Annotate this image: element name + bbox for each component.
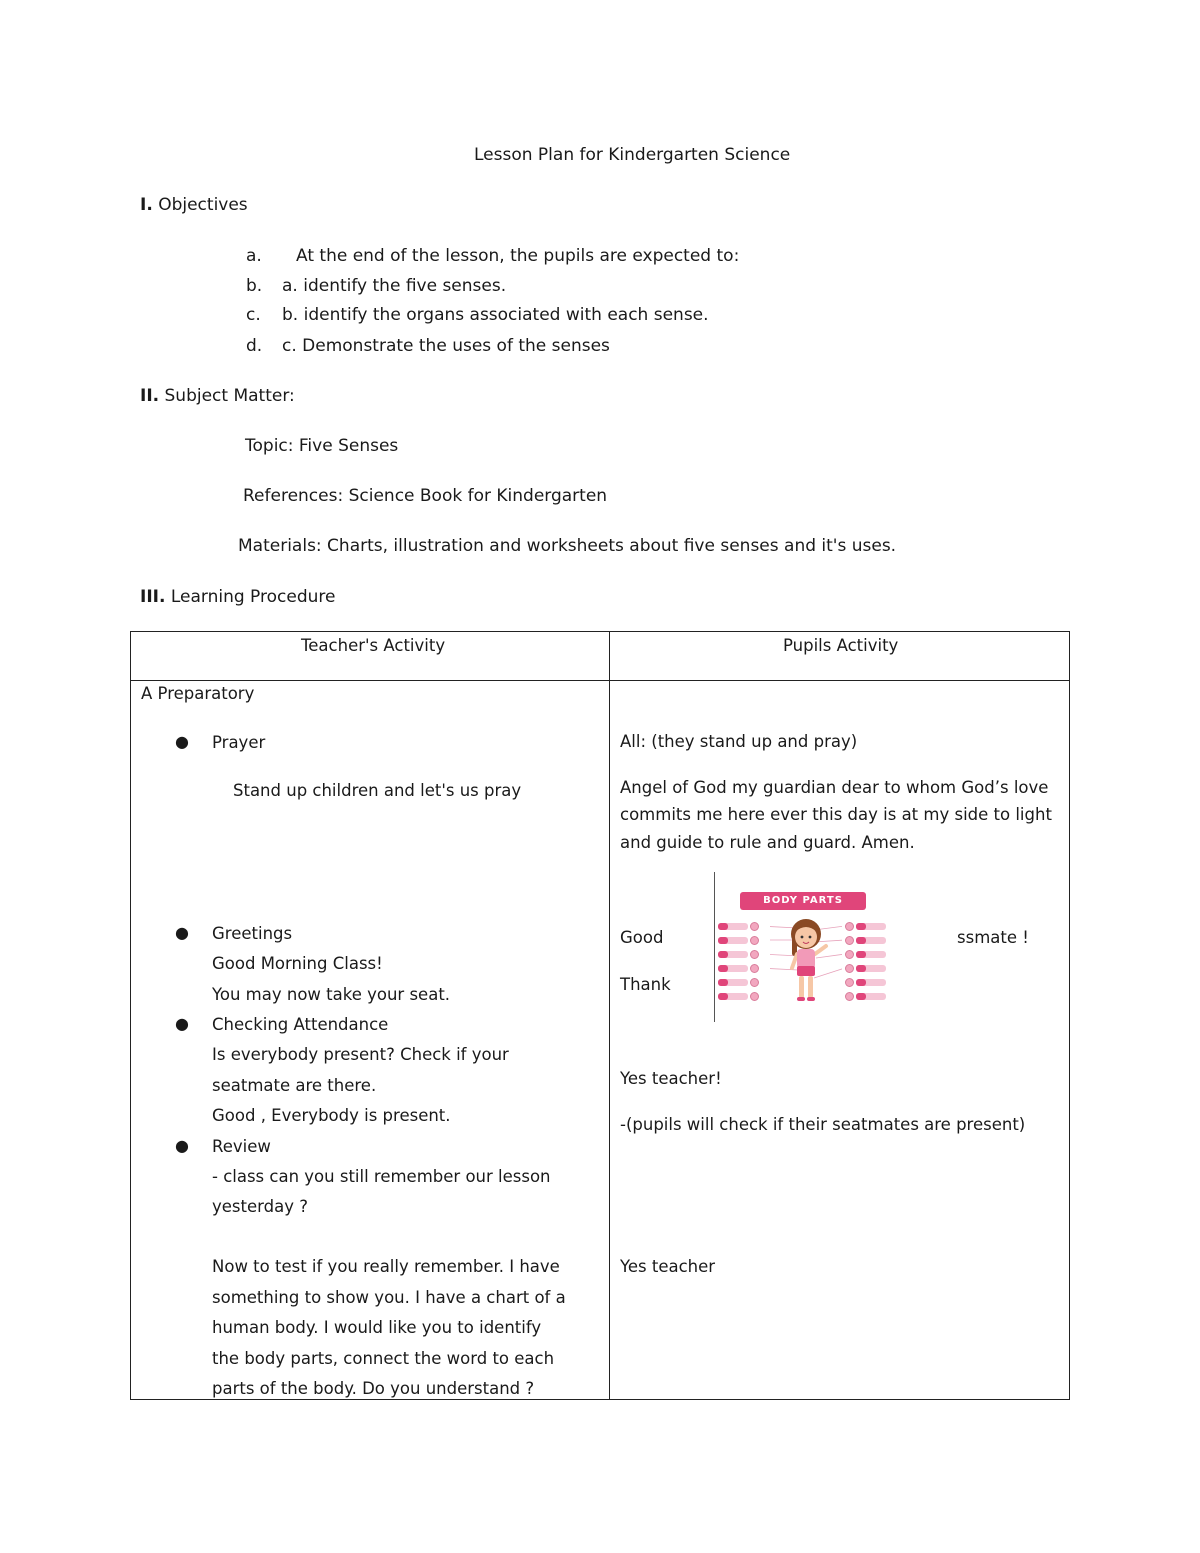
test-line: Now to test if you really remember. I have	[212, 1257, 560, 1276]
pupils-check-seatmates: -(pupils will check if their seatmates are present)	[620, 1115, 1026, 1134]
bullet-icon: ●	[175, 732, 189, 751]
test-line: parts of the body. Do you understand ?	[212, 1379, 535, 1398]
section-number: I.	[140, 195, 153, 215]
header-divider	[131, 680, 1069, 681]
review-line: yesterday ?	[212, 1197, 308, 1216]
girl-figure-icon	[770, 918, 842, 1006]
section-learning-procedure	[140, 587, 335, 607]
page-title: Lesson Plan for Kindergarten Science	[474, 145, 791, 165]
section-label: Objectives	[158, 195, 248, 215]
objective-marker: d.	[246, 336, 263, 356]
test-line: human body. I would like you to identify	[212, 1318, 542, 1337]
pupils-yes-teacher: Yes teacher	[620, 1257, 716, 1276]
section-preparatory: A Preparatory	[141, 684, 255, 703]
section-label: Learning Procedure	[170, 587, 336, 607]
test-line: the body parts, connect the word to each	[212, 1349, 555, 1368]
item-checking-attendance: Checking Attendance	[212, 1015, 389, 1034]
greeting-line: Good Morning Class!	[212, 954, 383, 973]
objective-marker: b.	[246, 276, 263, 296]
image-border	[714, 872, 715, 1022]
attendance-line: Is everybody present? Check if your	[212, 1045, 509, 1064]
materials: Materials: Charts, illustration and worksheets about five senses and it's uses.	[238, 536, 897, 556]
references: References: Science Book for Kindergarten	[243, 486, 608, 506]
attendance-line: Good , Everybody is present.	[212, 1106, 451, 1125]
column-divider	[609, 632, 610, 1399]
procedure-table	[130, 631, 1070, 1400]
attendance-line: seatmate are there.	[212, 1076, 377, 1095]
section-number: II.	[140, 386, 160, 406]
pupils-yes-teacher: Yes teacher!	[620, 1069, 722, 1088]
pupils-pray: All: (they stand up and pray)	[620, 732, 858, 751]
objective-text: b. identify the organs associated with each sense.	[282, 305, 709, 325]
greeting-line: You may now take your seat.	[212, 985, 451, 1004]
review-line: - class can you still remember our lesson	[212, 1167, 551, 1186]
pupils-good-morning-end: ssmate !	[957, 928, 1029, 947]
section-objectives	[140, 195, 248, 215]
item-review: Review	[212, 1137, 271, 1156]
topic: Topic: Five Senses	[245, 436, 399, 456]
objective-marker: c.	[246, 305, 261, 325]
prayer-instruction: Stand up children and let's us pray	[233, 781, 522, 800]
bullet-icon: ●	[175, 1014, 189, 1033]
header-teacher-activity: Teacher's Activity	[301, 636, 446, 655]
test-line: something to show you. I have a chart of a	[212, 1288, 566, 1307]
pupils-good-morning: Good	[620, 928, 664, 947]
objective-text: At the end of the lesson, the pupils are expected to:	[296, 246, 740, 266]
section-subject-matter	[140, 386, 295, 406]
objective-text: a. identify the five senses.	[282, 276, 507, 296]
pupils-thank: Thank	[620, 975, 671, 994]
header-pupils-activity: Pupils Activity	[783, 636, 899, 655]
bullet-icon: ●	[175, 923, 189, 942]
prayer-line: Angel of God my guardian dear to whom God’s love	[620, 778, 1049, 797]
objective-text: c. Demonstrate the uses of the senses	[282, 336, 610, 356]
item-greetings: Greetings	[212, 924, 293, 943]
body-parts-banner: BODY PARTS	[740, 892, 866, 910]
item-prayer: Prayer	[212, 733, 266, 752]
objective-marker: a.	[246, 246, 262, 266]
section-label: Subject Matter:	[164, 386, 295, 406]
prayer-line: and guide to rule and guard. Amen.	[620, 833, 915, 852]
bullet-icon: ●	[175, 1136, 189, 1155]
prayer-line: commits me here ever this day is at my side to light	[620, 805, 1052, 824]
section-number: III.	[140, 587, 166, 607]
